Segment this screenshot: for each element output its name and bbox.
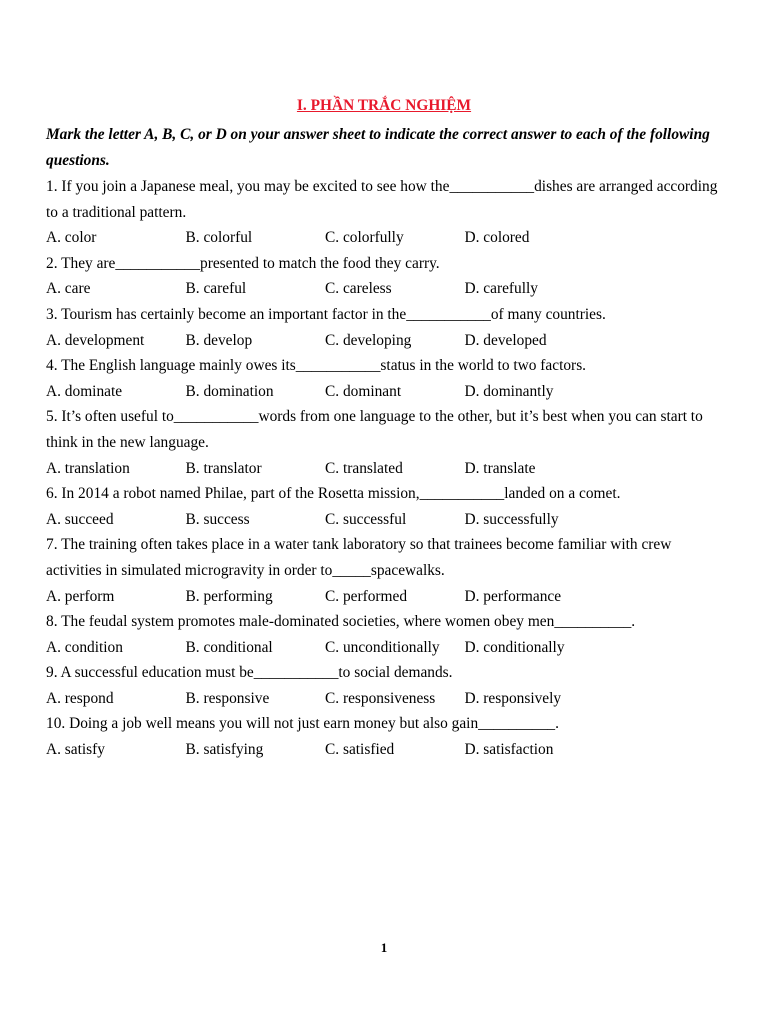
option-d: D. successfully — [464, 510, 559, 528]
option-d: D. carefully — [464, 280, 538, 298]
option-d: D. conditionally — [464, 638, 565, 656]
option-row — [46, 456, 726, 482]
option-row — [46, 635, 726, 661]
option-c: C. careless — [325, 280, 392, 298]
option-b: B. responsive — [185, 689, 270, 707]
option-b: B. translator — [185, 459, 262, 477]
option-d: D. translate — [464, 459, 536, 477]
option-a: A. dominate — [46, 382, 123, 400]
question-8 — [46, 609, 726, 660]
option-row — [46, 379, 726, 405]
option-d: D. colored — [464, 229, 530, 247]
option-d: D. performance — [464, 587, 562, 605]
option-row — [46, 584, 726, 610]
option-c: C. responsiveness — [325, 689, 436, 707]
option-row — [46, 507, 726, 533]
question-7 — [46, 532, 726, 609]
page-number: 1 — [380, 940, 388, 955]
option-c: C. translated — [325, 459, 403, 477]
option-row — [46, 737, 726, 763]
question-stem: 1. If you join a Japanese meal, you may be excited to see how the___________dishes are arranged according to a traditional pattern. — [46, 178, 718, 221]
instruction-text: Mark the letter A, B, C, or D on your answer sheet to indicate the correct answer to each of the following questions. — [46, 126, 710, 169]
question-3 — [46, 302, 726, 353]
question-9 — [46, 660, 726, 711]
option-b: B. careful — [185, 280, 247, 298]
option-a: A. perform — [46, 587, 115, 605]
question-5 — [46, 404, 726, 481]
option-b: B. satisfying — [185, 741, 264, 759]
question-4 — [46, 353, 726, 404]
option-row — [46, 686, 726, 712]
option-b: B. success — [185, 510, 250, 528]
option-d: D. developed — [464, 331, 547, 349]
option-a: A. care — [46, 280, 91, 298]
question-stem: 5. It’s often useful to___________words from one language to the other, but it’s best when you can start to think in the new language. — [46, 408, 703, 451]
option-b: B. domination — [185, 382, 274, 400]
option-row — [46, 328, 726, 354]
option-d: D. responsively — [464, 689, 562, 707]
question-1 — [46, 174, 726, 251]
option-c: C. performed — [325, 587, 408, 605]
question-10 — [46, 711, 726, 762]
option-b: B. conditional — [185, 638, 273, 656]
option-a: A. respond — [46, 689, 114, 707]
question-2 — [46, 251, 726, 302]
option-c: C. unconditionally — [325, 638, 440, 656]
option-c: C. colorfully — [325, 229, 404, 247]
option-row — [46, 276, 726, 302]
option-a: A. satisfy — [46, 741, 105, 759]
question-stem: 7. The training often takes place in a water tank laboratory so that trainees become familiar with crew activities in simulated microgravity in order to_____spacewalks. — [46, 536, 672, 579]
option-a: A. color — [46, 229, 97, 247]
option-d: D. dominantly — [464, 382, 554, 400]
question-stem: 8. The feudal system promotes male-dominated societies, where women obey men__________. — [46, 613, 636, 631]
option-a: A. development — [46, 331, 145, 349]
option-a: A. succeed — [46, 510, 114, 528]
question-stem: 10. Doing a job well means you will not just earn money but also gain__________. — [46, 715, 559, 733]
question-stem: 2. They are___________presented to match the food they carry. — [46, 254, 440, 272]
option-c: C. successful — [325, 510, 407, 528]
option-c: C. dominant — [325, 382, 402, 400]
question-stem: 6. In 2014 a robot named Philae, part of the Rosetta mission,___________landed on a comet. — [46, 485, 621, 503]
option-b: B. develop — [185, 331, 253, 349]
question-stem: 9. A successful education must be___________to social demands. — [46, 664, 453, 682]
option-d: D. satisfaction — [464, 741, 554, 759]
question-list — [46, 174, 726, 763]
option-c: C. developing — [325, 331, 412, 349]
question-stem: 3. Tourism has certainly become an important factor in the___________of many countries. — [46, 305, 606, 323]
option-b: B. colorful — [185, 229, 253, 247]
option-a: A. translation — [46, 459, 130, 477]
option-b: B. performing — [185, 587, 273, 605]
section-title: I. PHẦN TRẮC NGHIỆM — [296, 97, 472, 114]
option-a: A. condition — [46, 638, 123, 656]
option-row — [46, 225, 726, 251]
question-stem: 4. The English language mainly owes its___________status in the world to two factors. — [46, 357, 587, 375]
option-c: C. satisfied — [325, 741, 395, 759]
question-6 — [46, 481, 726, 532]
